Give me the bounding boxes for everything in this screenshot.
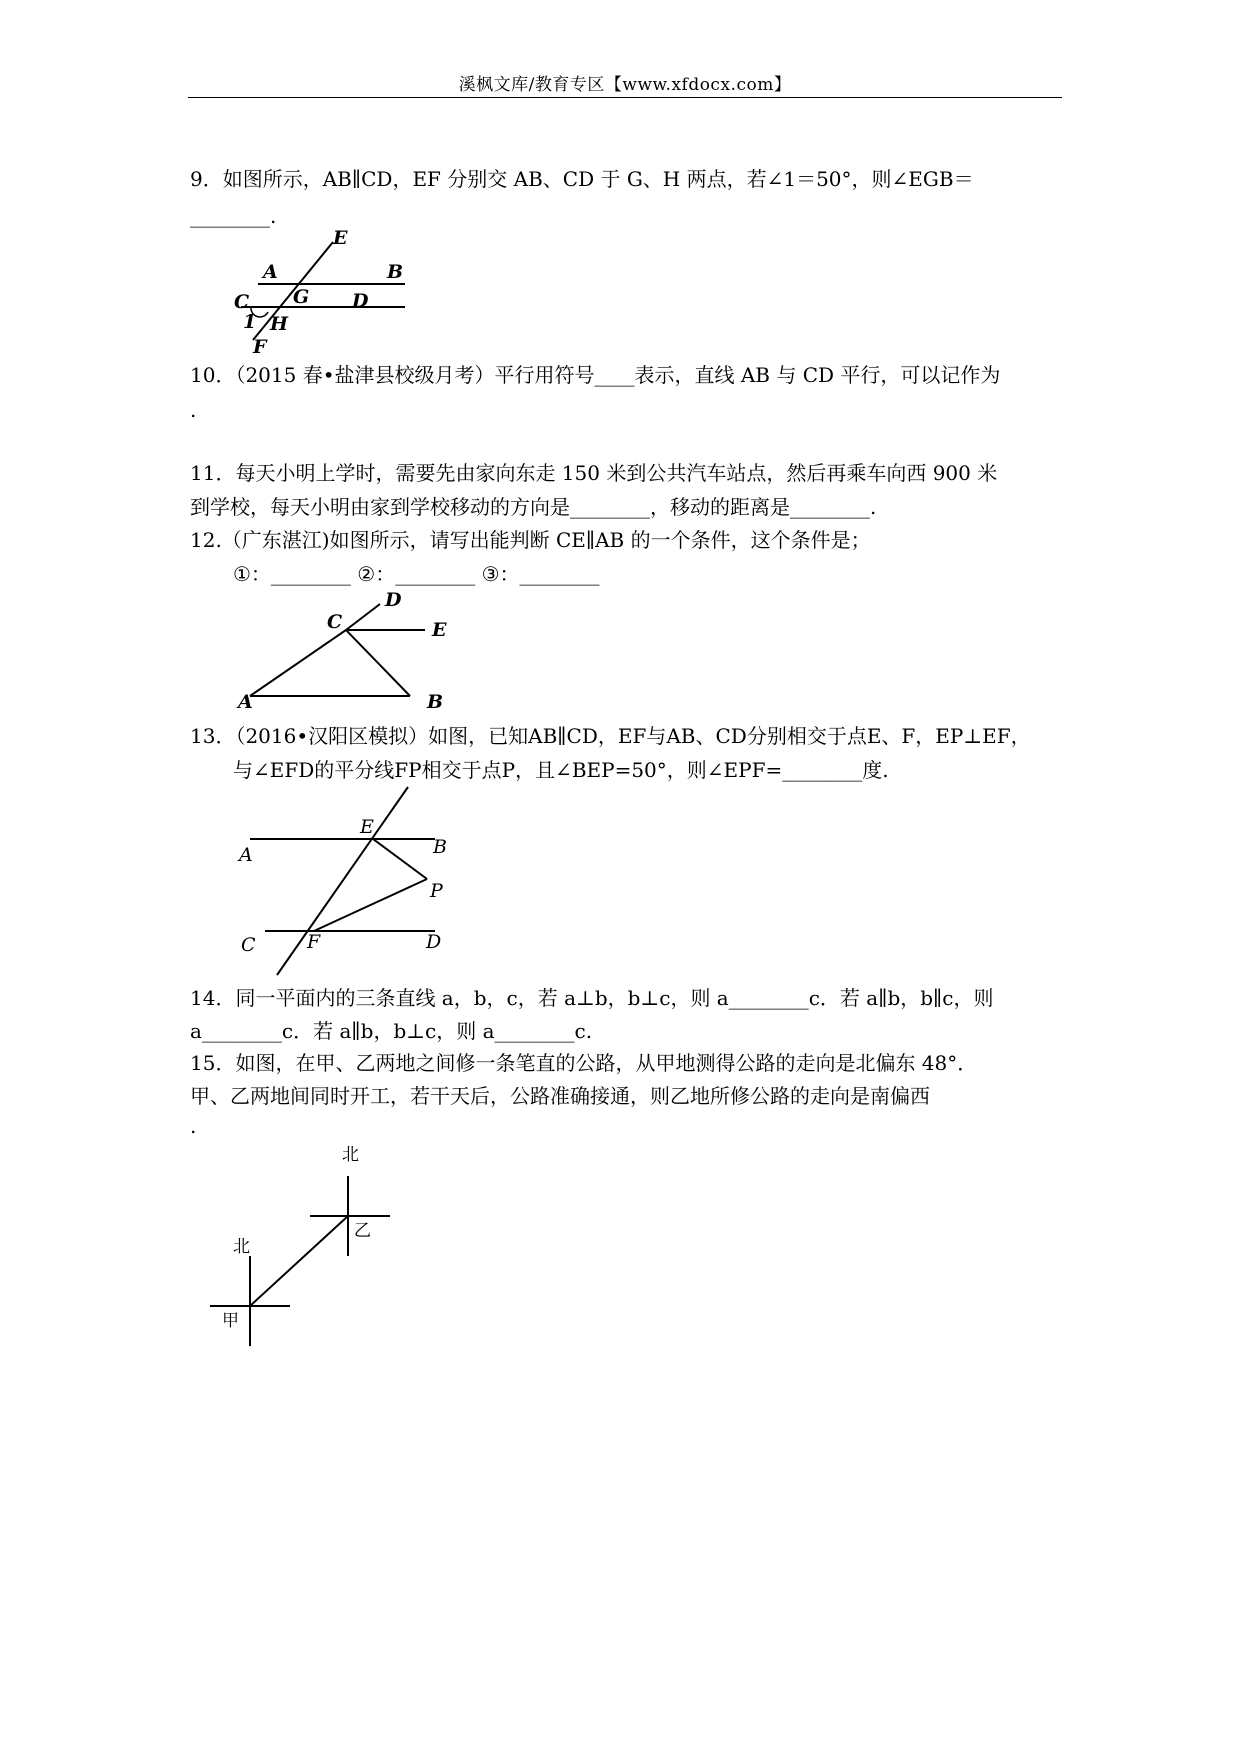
- q15-line-1: 15．如图，在甲、乙两地之间修一条笔直的公路，从甲地测得公路的走向是北偏东 48°．: [190, 1051, 978, 1075]
- figure-q12: [235, 588, 450, 713]
- fig12-label-d: D: [385, 589, 402, 611]
- q14-line-1: 14．同一平面内的三条直线 a，b，c，若 a⊥b，b⊥c，则 a________c．若 a∥b，b∥c，则: [190, 986, 994, 1010]
- fig12-label-a: A: [238, 691, 253, 713]
- fig13-label-f: F: [307, 931, 321, 953]
- fig9-label-h: H: [270, 313, 288, 335]
- q9-line-1: 9．如图所示，AB∥CD，EF 分别交 AB、CD 于 G、H 两点，若∠1＝50°，则∠EGB＝: [190, 167, 974, 191]
- q13-line-1: 13．（2016•汉阳区模拟）如图，已知AB∥CD，EF与AB、CD分别相交于点E、F，EP⊥EF，: [190, 724, 1031, 748]
- fig13-label-a: A: [239, 844, 253, 866]
- fig15-label-yi: 乙: [354, 1221, 371, 1241]
- fig13-label-p: P: [430, 880, 443, 902]
- fig9-label-b: B: [387, 261, 404, 283]
- figure-q13: [235, 785, 460, 980]
- fig9-label-a: A: [263, 261, 278, 283]
- fig15-label-jia: 甲: [222, 1311, 239, 1331]
- q12-line-1: 12.（广东湛江)如图所示，请写出能判断 CE∥AB 的一个条件，这个条件是；: [190, 528, 871, 552]
- fig15-label-north-top: 北: [342, 1145, 359, 1165]
- fig15-label-north-bottom: 北: [233, 1237, 250, 1257]
- fig9-label-g: G: [293, 286, 310, 308]
- fig9-label-f: F: [253, 336, 267, 358]
- header-divider: [188, 97, 1062, 98]
- figure-q9: [225, 228, 420, 358]
- fig12-label-c: C: [327, 611, 343, 633]
- fig13-label-b: B: [433, 836, 447, 858]
- q10-line-2: .: [190, 398, 197, 422]
- q14-line-2: a________c．若 a∥b，b⊥c，则 a________c.: [190, 1019, 593, 1043]
- q12-line-2: ①：________ ②：________ ③：________: [233, 562, 600, 586]
- fig13-label-c: C: [241, 934, 256, 956]
- fig9-label-d: D: [352, 290, 369, 312]
- q15-line-2: 甲、乙两地间同时开工，若干天后，公路准确接通，则乙地所修公路的走向是南偏西: [190, 1084, 930, 1108]
- page-header: 溪枫文库/教育专区【www.xfdocx.com】: [458, 75, 792, 95]
- q9-line-2: ________.: [190, 204, 277, 228]
- q11-line-2: 到学校，每天小明由家到学校移动的方向是________，移动的距离是________.: [190, 495, 877, 519]
- fig13-label-d: D: [426, 931, 442, 953]
- fig12-label-b: B: [427, 691, 444, 713]
- fig13-label-e: E: [360, 816, 374, 838]
- q10-line-1: 10．（2015 春•盐津县校级月考）平行用符号____表示，直线 AB 与 CD 平行，可以记作为: [190, 363, 1001, 387]
- fig9-label-e: E: [333, 227, 348, 249]
- q13-line-2: 与∠EFD的平分线FP相交于点P，且∠BEP=50°，则∠EPF=________度.: [233, 758, 889, 782]
- q11-line-1: 11．每天小明上学时，需要先由家向东走 150 米到公共汽车站点，然后再乘车向西 900 米: [190, 461, 998, 485]
- fig9-label-c: C: [234, 291, 250, 313]
- figure-q15: [200, 1140, 400, 1350]
- fig9-label-1: 1: [243, 311, 257, 333]
- q15-line-3: .: [190, 1114, 197, 1138]
- fig12-label-e: E: [432, 619, 447, 641]
